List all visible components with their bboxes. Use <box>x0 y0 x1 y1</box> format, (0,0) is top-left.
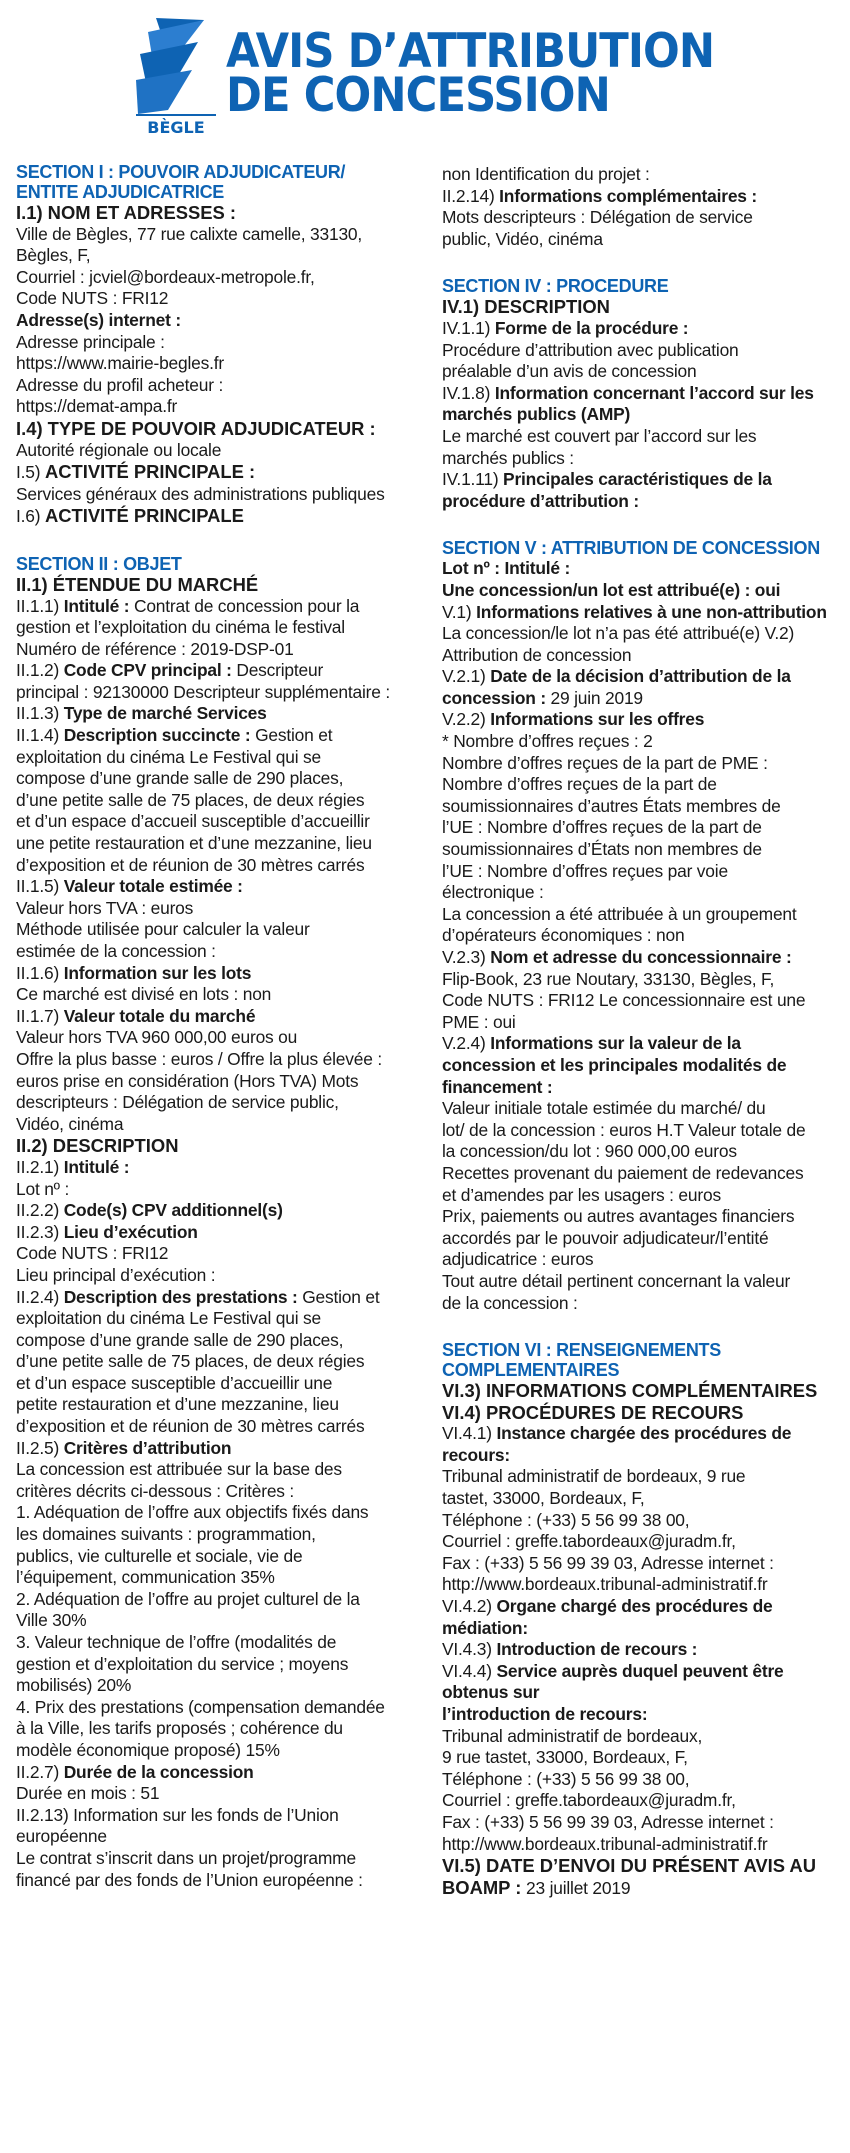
text-run: Service auprès duquel peuvent être obtenus sur <box>442 1660 784 1703</box>
begles-logo-icon <box>134 14 218 136</box>
text-line: VI.4) PROCÉDURES DE RECOURS <box>442 1401 744 1423</box>
text-run: Description des prestations : <box>63 1286 298 1307</box>
text-run: II.2.5) <box>16 1437 64 1458</box>
text-run: ACTIVITÉ PRINCIPALE <box>44 505 244 527</box>
text-line: Valeur hors TVA : euros <box>16 897 194 918</box>
text-line <box>442 1423 838 1445</box>
text-line: Lot nº : <box>16 1178 70 1199</box>
text-line <box>16 1438 422 1460</box>
text-run: Forme de la procédure : <box>494 317 689 338</box>
text-run: II.1.2) <box>16 660 64 681</box>
text-line: II.2) DESCRIPTION <box>16 1135 179 1157</box>
text-line <box>16 725 422 747</box>
text-line: Courriel : greffe.tabordeaux@juradm.fr, <box>442 1790 736 1811</box>
text-run: Information sur les lots <box>63 962 252 983</box>
text-line: une petite restauration et d’une mezzanine, lieu <box>16 833 372 854</box>
text-run: Code(s) CPV additionnel(s) <box>63 1200 283 1221</box>
text-line: http://www.bordeaux.tribunal-administratif.fr <box>442 1833 768 1854</box>
text-run: V.2.2) <box>442 709 491 730</box>
text-line: Le marché est couvert par l’accord sur les <box>442 425 757 446</box>
text-line: Fax : (+33) 5 56 99 39 03, Adresse internet : <box>442 1811 774 1832</box>
text-line: Méthode utilisée pour calculer la valeur <box>16 919 310 940</box>
text-line: Valeur initiale totale estimée du marché/ du <box>442 1098 766 1119</box>
text-line <box>442 318 838 340</box>
section-5-heading: SECTION V : ATTRIBUTION DE CONCESSION <box>442 538 820 559</box>
text-line: Téléphone : (+33) 5 56 99 38 00, <box>442 1768 690 1789</box>
text-line <box>442 666 838 688</box>
text-run: II.2.3) <box>16 1221 64 1242</box>
text-line: La concession/le lot n’a pas été attribué(e) V.2) <box>442 623 795 644</box>
text-line: compose d’une grande salle de 290 places, <box>16 768 344 789</box>
text-line: l’introduction de recours: <box>442 1704 648 1724</box>
section-2-heading: SECTION II : OBJET <box>16 553 182 574</box>
text-line: marchés publics : <box>442 447 574 468</box>
text-line: ENTITE ADJUDICATRICE <box>16 182 225 202</box>
text-line: La concession est attribuée sur la base des <box>16 1459 342 1480</box>
text-line: à la Ville, les tarifs proposés ; cohérence du <box>16 1718 343 1739</box>
text-line: l’UE : Nombre d’offres reçues par voie <box>442 860 728 881</box>
text-line <box>16 703 422 725</box>
text-line <box>442 469 838 491</box>
text-line: Nombre d’offres reçues de la part de PME : <box>442 752 768 773</box>
text-line: financement : <box>442 1076 553 1097</box>
text-line: VI.5) DATE D’ENVOI DU PRÉSENT AVIS AU <box>442 1855 816 1877</box>
text-run: Nom et adresse du concessionnaire : <box>490 947 792 967</box>
text-run: Gestion et <box>297 1286 380 1307</box>
title-line-1: AVIS D’ATTRIBUTION <box>226 24 715 79</box>
text-line: préalable d’un avis de concession <box>442 361 697 382</box>
text-run: II.2.4) <box>16 1286 64 1307</box>
buyer-email: Courriel : jcviel@bordeaux-metropole.fr, <box>16 266 315 287</box>
text-run: VI.4.2) <box>442 1596 497 1617</box>
text-line: Lot nº : Intitulé : <box>442 558 571 579</box>
text-line: Code NUTS : FRI12 Le concessionnaire est une <box>442 990 806 1011</box>
text-line <box>442 709 838 731</box>
text-run: Durée de la concession <box>63 1761 254 1782</box>
text-line: Code NUTS : FRI12 <box>16 1243 169 1264</box>
text-line: d’exposition et de réunion de 30 mètres carrés <box>16 1416 365 1437</box>
text-run: Description succincte : <box>63 725 251 746</box>
text-line: Lieu principal d’exécution : <box>16 1264 216 1285</box>
text-line: Adresse principale : <box>16 331 165 352</box>
text-line: accordés par le pouvoir adjudicateur/l’entité <box>442 1227 769 1248</box>
text-line: modèle économique proposé) 15% <box>16 1739 280 1760</box>
section-5 <box>442 538 838 1314</box>
text-run: II.1.1) <box>16 595 64 616</box>
text-line <box>442 383 838 405</box>
text-line <box>442 186 838 208</box>
text-run: Information concernant l’accord sur les <box>494 382 814 403</box>
text-line: financé par des fonds de l’Union européenne : <box>16 1869 363 1890</box>
text-line: compose d’une grande salle de 290 places, <box>16 1329 344 1350</box>
text-line <box>442 1033 838 1055</box>
text-run: Instance chargée des procédures de <box>496 1423 792 1444</box>
text-run: Organe chargé des procédures de <box>496 1596 773 1617</box>
text-line <box>16 1157 422 1179</box>
text-line: Une concession/un lot est attribué(e) : oui <box>442 579 781 600</box>
text-line: Mots descripteurs : Délégation de service <box>442 207 753 228</box>
text-run: Intitulé : <box>63 595 130 616</box>
text-line: Code NUTS : FRI12 <box>16 288 169 309</box>
text-line: IV.1) DESCRIPTION <box>442 296 610 318</box>
right-column <box>442 164 838 1899</box>
text-line <box>16 1006 422 1028</box>
text-run: IV.1.1) <box>442 317 495 338</box>
section-5-body <box>442 558 838 1314</box>
text-run: I.6) <box>16 506 45 527</box>
text-line: 2. Adéquation de l’offre au projet culturel de la <box>16 1588 360 1609</box>
text-line: Bègles, F, <box>16 245 91 266</box>
text-line <box>16 505 422 528</box>
text-line: Adresse(s) internet : <box>16 309 181 330</box>
text-line: Ville 30% <box>16 1610 87 1631</box>
text-line: gestion et d’exploitation du service ; moyens <box>16 1653 349 1674</box>
text-line: de la concession : <box>442 1292 578 1313</box>
text-line: La concession a été attribuée à un groupement <box>442 903 797 924</box>
text-line <box>16 461 422 484</box>
text-line: mobilisés) 20% <box>16 1675 132 1696</box>
text-run: II.1.3) <box>16 703 64 724</box>
text-run: ACTIVITÉ PRINCIPALE : <box>44 461 256 483</box>
text-line: Durée en mois : 51 <box>16 1783 160 1804</box>
text-line: Recettes provenant du paiement de redevances <box>442 1162 804 1183</box>
text-line: Vidéo, cinéma <box>16 1113 124 1134</box>
text-line: euros prise en considération (Hors TVA) Mots <box>16 1070 359 1091</box>
text-line: adjudicatrice : euros <box>442 1249 594 1270</box>
text-line: non Identification du projet : <box>442 164 650 184</box>
text-line: Numéro de référence : 2019-DSP-01 <box>16 638 294 659</box>
text-line <box>16 1222 422 1244</box>
left-column <box>16 162 422 1891</box>
text-line: et d’amendes par les usagers : euros <box>442 1184 721 1205</box>
text-run: II.2.1) <box>16 1156 64 1177</box>
section-6 <box>442 1340 838 1899</box>
text-line: COMPLEMENTAIRES <box>442 1360 620 1381</box>
text-line <box>16 1200 422 1222</box>
text-line: Fax : (+33) 5 56 99 39 03, Adresse internet : <box>442 1552 774 1573</box>
section-1-heading <box>16 162 422 202</box>
text-line: Tout autre détail pertinent concernant la valeur <box>442 1270 791 1291</box>
text-run: II.1.5) <box>16 876 64 897</box>
text-line: gestion et l’exploitation du cinéma le festival <box>16 617 345 638</box>
text-run: Descripteur <box>231 660 324 681</box>
text-run: IV.1.11) <box>442 469 504 490</box>
text-run: Valeur totale du marché <box>63 1005 256 1026</box>
page-title <box>226 24 715 123</box>
section-2-body <box>16 574 422 1891</box>
text-run: II.1.4) <box>16 725 64 746</box>
text-line <box>16 660 422 682</box>
text-run: V.2.4) <box>442 1033 491 1054</box>
text-line: Ce marché est divisé en lots : non <box>16 984 272 1005</box>
text-line <box>442 1639 838 1661</box>
text-run: Informations complémentaires : <box>499 185 757 206</box>
text-run: V.2.1) <box>442 666 491 687</box>
text-line: I.1) NOM ET ADRESSES : <box>16 202 237 223</box>
main-address-link: https://www.mairie-begles.fr <box>16 353 224 374</box>
text-run: Date de la décision d’attribution de la <box>490 666 791 687</box>
text-line: et d’un espace d’accueil susceptible d’accueillir <box>16 811 370 832</box>
text-run: II.2.7) <box>16 1761 64 1782</box>
text-line: VI.3) INFORMATIONS COMPLÉMENTAIRES <box>442 1380 818 1402</box>
text-line: médiation: <box>442 1617 528 1638</box>
text-run: II.2.2) <box>16 1200 64 1221</box>
text-line: d’opérateurs économiques : non <box>442 925 685 946</box>
text-run: V.2.3) <box>442 947 491 967</box>
text-run: Critères d’attribution <box>63 1437 232 1458</box>
text-run: I.5) <box>16 462 45 483</box>
text-line: principal : 92130000 Descripteur supplémentaire : <box>16 681 390 702</box>
text-run: Informations relatives à une non-attribution <box>476 601 827 622</box>
section-4-heading: SECTION IV : PROCEDURE <box>442 276 669 297</box>
text-run: Informations sur les offres <box>490 709 705 730</box>
text-run: 29 juin 2019 <box>545 687 643 708</box>
text-line: PME : oui <box>442 1011 516 1032</box>
text-line: 3. Valeur technique de l’offre (modalités de <box>16 1632 337 1652</box>
text-run: VI.4.4) <box>442 1660 497 1681</box>
text-line: les domaines suivants : programmation, <box>16 1524 316 1545</box>
section-4 <box>442 276 838 512</box>
text-line: Ville de Bègles, 77 rue calixte camelle, 33130, <box>16 223 363 244</box>
text-line: Services généraux des administrations publiques <box>16 483 385 504</box>
text-run: Lieu d’exécution <box>63 1221 198 1242</box>
text-line: Prix, paiements ou autres avantages financiers <box>442 1206 795 1227</box>
text-line: critères décrits ci-dessous : Critères : <box>16 1480 295 1501</box>
text-run: Type de marché Services <box>63 703 267 724</box>
text-line: publics, vie culturelle et sociale, vie de <box>16 1545 303 1566</box>
text-line: d’une petite salle de 75 places, de deux régies <box>16 789 365 810</box>
text-line: Offre la plus basse : euros / Offre la plus élevée : <box>16 1048 382 1069</box>
text-line: d’une petite salle de 75 places, de deux régies <box>16 1351 365 1372</box>
text-line: SECTION I : POUVOIR ADJUDICATEUR/ <box>16 162 346 182</box>
text-line: public, Vidéo, cinéma <box>442 228 603 249</box>
text-run: 23 juillet 2019 <box>521 1877 631 1898</box>
text-line: la concession/du lot : 960 000,00 euros <box>442 1141 737 1162</box>
text-line <box>442 688 838 710</box>
text-run: Informations sur la valeur de la <box>490 1033 741 1054</box>
text-run: VI.4.3) <box>442 1639 497 1660</box>
text-line <box>16 1762 422 1784</box>
text-line: II.2.13) Information sur les fonds de l’Union <box>16 1804 339 1825</box>
text-line: SECTION VI : RENSEIGNEMENTS <box>442 1340 721 1361</box>
text-line: électronique : <box>442 882 544 903</box>
text-line: recours: <box>442 1444 510 1465</box>
text-line <box>16 963 422 985</box>
text-line: II.1) ÉTENDUE DU MARCHÉ <box>16 573 259 595</box>
text-line <box>16 596 422 618</box>
section-1 <box>16 162 422 528</box>
text-line: 9 rue tastet, 33000, Bordeaux, F, <box>442 1747 688 1768</box>
text-run: Intitulé : <box>63 1156 130 1177</box>
text-line: 1. Adéquation de l’offre aux objectifs fixés dans <box>16 1502 369 1523</box>
text-line: et d’un espace susceptible d’accueillir une <box>16 1372 333 1393</box>
buyer-profile-link: https://demat-ampa.fr <box>16 396 178 417</box>
text-line <box>16 876 422 898</box>
tribunal-email: Courriel : greffe.tabordeaux@juradm.fr, <box>442 1531 736 1552</box>
text-line: * Nombre d’offres reçues : 2 <box>442 731 653 752</box>
text-line: concession et les principales modalités de <box>442 1054 787 1075</box>
text-run: II.1.7) <box>16 1005 64 1026</box>
text-run: Contrat de concession pour la <box>129 595 360 616</box>
text-line: Autorité régionale ou locale <box>16 439 222 460</box>
text-run: BOAMP : <box>442 1876 522 1898</box>
text-run: II.2.14) <box>442 185 500 206</box>
text-line <box>442 602 838 624</box>
logo-text: BÈGLE <box>147 118 205 136</box>
text-run: VI.4.1) <box>442 1423 497 1444</box>
section-4-body <box>442 296 838 512</box>
tribunal-website: http://www.bordeaux.tribunal-administratif.fr <box>442 1574 768 1595</box>
section-6-body <box>442 1380 838 1899</box>
text-run: II.1.6) <box>16 962 64 983</box>
text-run: Principales caractéristiques de la <box>503 469 772 490</box>
section-6-heading <box>442 1340 838 1380</box>
header <box>0 0 850 150</box>
text-line: Tribunal administratif de bordeaux, <box>442 1725 703 1746</box>
text-line <box>442 1661 838 1704</box>
text-run: Introduction de recours : <box>496 1639 698 1660</box>
text-line <box>442 1877 838 1900</box>
text-run: concession : <box>442 687 546 708</box>
text-line: tastet, 33000, Bordeaux, F, <box>442 1488 645 1509</box>
text-line: Nombre d’offres reçues de la part de <box>442 774 717 795</box>
text-line: Attribution de concession <box>442 644 632 665</box>
text-line: européenne <box>16 1826 107 1847</box>
text-line: Tribunal administratif de bordeaux, 9 rue <box>442 1466 746 1487</box>
text-line: l’UE : Nombre d’offres reçues de la part de <box>442 817 762 838</box>
text-line: procédure d’attribution : <box>442 490 639 511</box>
text-line: soumissionnaires d’autres États membres de <box>442 795 781 816</box>
text-line: marchés publics (AMP) <box>442 404 631 425</box>
text-line: Valeur hors TVA 960 000,00 euros ou <box>16 1027 298 1048</box>
text-run: V.1) <box>442 601 477 622</box>
section-2-continued <box>442 164 838 250</box>
text-line: d’exposition et de réunion de 30 mètres carrés <box>16 854 365 875</box>
text-line: I.4) TYPE DE POUVOIR ADJUDICATEUR : <box>16 417 376 439</box>
section-1-body <box>16 202 422 528</box>
text-line <box>442 947 838 969</box>
text-line: soumissionnaires d’États non membres de <box>442 839 762 860</box>
text-line: Flip-Book, 23 rue Noutary, 33130, Bègles, F, <box>442 968 775 989</box>
text-line <box>442 1596 838 1618</box>
text-line: descripteurs : Délégation de service public, <box>16 1092 339 1113</box>
text-line: Procédure d’attribution avec publication <box>442 339 739 360</box>
section-2 <box>16 554 422 1891</box>
text-line <box>16 1287 422 1309</box>
text-line: exploitation du cinéma Le Festival qui se <box>16 1308 322 1329</box>
text-run: Code CPV principal : <box>63 660 232 681</box>
text-run: IV.1.8) <box>442 382 495 403</box>
text-line: 4. Prix des prestations (compensation demandée <box>16 1696 385 1717</box>
text-line: exploitation du cinéma Le Festival qui se <box>16 746 322 767</box>
text-line: l’équipement, communication 35% <box>16 1567 275 1588</box>
text-line: Téléphone : (+33) 5 56 99 38 00, <box>442 1509 690 1530</box>
text-line: Le contrat s’inscrit dans un projet/programme <box>16 1847 356 1868</box>
text-line: estimée de la concession : <box>16 941 216 961</box>
text-run: Gestion et <box>250 725 333 746</box>
text-line: Adresse du profil acheteur : <box>16 374 224 395</box>
title-line-2: DE CONCESSION <box>226 68 610 123</box>
text-line: petite restauration et d’une mezzanine, lieu <box>16 1394 339 1415</box>
text-run: Valeur totale estimée : <box>63 876 243 897</box>
text-line: lot/ de la concession : euros H.T Valeur totale de <box>442 1119 806 1140</box>
